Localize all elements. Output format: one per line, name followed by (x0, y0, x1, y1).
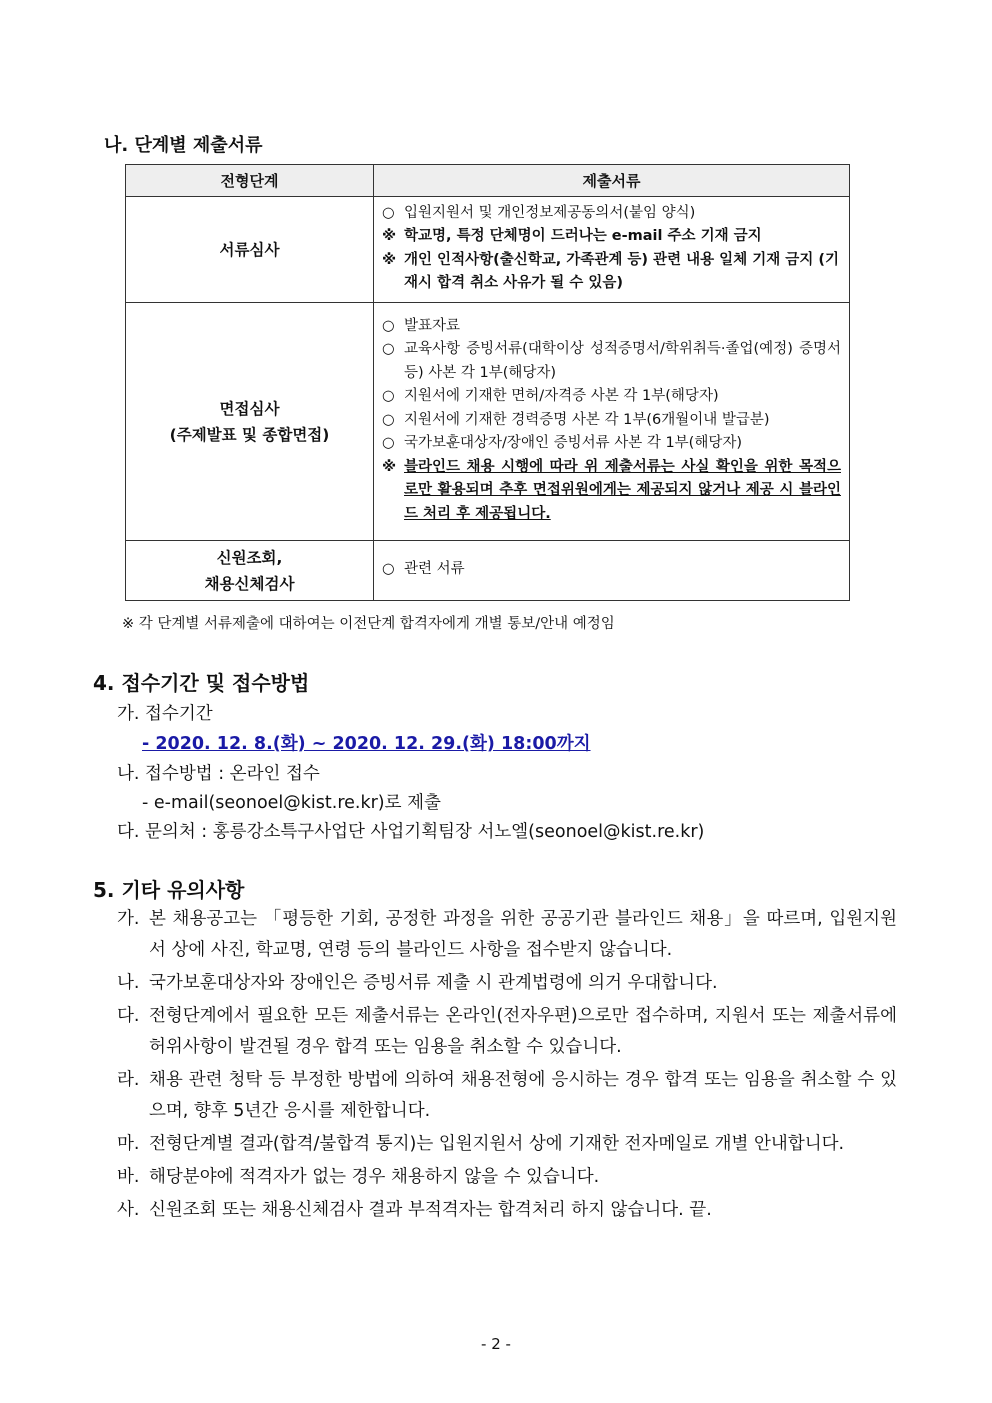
doc-item-notice: ※ 학교명, 특정 단체명이 드러나는 e-mail 주소 기재 금지 (382, 225, 841, 249)
contact-info: 다. 문의처 : 홍릉강소특구사업단 사업기획팀장 서노엘(seonoel@kist.re.kr) (117, 822, 705, 842)
stage-cell (126, 303, 374, 541)
circle-bullet-icon: ○ (382, 388, 395, 405)
section-na-heading: 나. 단계별 제출서류 (104, 135, 263, 156)
list-item: 라. 채용 관련 청탁 등 부정한 방법에 의하여 채용전형에 응시하는 경우 합격 또는 임용을 취소할 수 있으며, 향후 5년간 응시를 제한합니다. (117, 1070, 897, 1121)
method-label: 나. 접수방법 : 온라인 접수 (117, 764, 320, 784)
stage-cell (126, 197, 374, 303)
circle-bullet-icon: ○ (382, 204, 395, 221)
reference-mark-icon: ※ (382, 228, 397, 244)
circle-bullet-icon: ○ (382, 411, 395, 428)
stage-label: 면접심사 (219, 399, 280, 418)
section4-title: 4. 접수기간 및 접수방법 (93, 671, 310, 695)
circle-bullet-icon: ○ (382, 560, 395, 577)
docs-cell (374, 303, 850, 541)
docs-cell (374, 541, 850, 601)
table-row (126, 303, 850, 541)
period-value: - 2020. 12. 8.(화) ~ 2020. 12. 29.(화) 18:00까지 (142, 734, 591, 754)
reference-mark-icon: ※ (382, 458, 397, 475)
doc-item: ○ 지원서에 기재한 면허/자격증 사본 각 1부(해당자) (382, 385, 841, 409)
period-label: 가. 접수기간 (117, 704, 213, 724)
list-item: 다. 전형단계에서 필요한 모든 제출서류는 온라인(전자우편)으로만 접수하며, 지원서 또는 제출서류에 허위사항이 발견될 경우 합격 또는 임용을 취소할 수 있습니다. (117, 1006, 897, 1057)
doc-item: ○ 발표자료 (382, 315, 841, 339)
page-number: - 2 - (481, 1335, 511, 1353)
list-item: 가. 본 채용공고는 「평등한 기회, 공정한 과정을 위한 공공기관 블라인드 채용」을 따르며, 입원지원서 상에 사진, 학교명, 연령 등의 블라인드 사항을 접수받지 않습니다. (117, 909, 897, 960)
table-note: ※ 각 단계별 서류제출에 대하여는 이전단계 합격자에게 개별 통보/안내 예정임 (122, 616, 615, 632)
submission-documents-table (125, 164, 850, 601)
doc-item: ○ 지원서에 기재한 경력증명 사본 각 1부(6개월이내 발급분) (382, 409, 841, 433)
header-stage: 전형단계 (126, 165, 374, 197)
stage-cell (126, 541, 374, 601)
method-value: - e-mail(seonoel@kist.re.kr)로 제출 (142, 793, 441, 813)
list-item: 나. 국가보훈대상자와 장애인은 증빙서류 제출 시 관계법령에 의거 우대합니다. (117, 973, 718, 993)
notice-list (117, 904, 897, 1228)
table-header-row (126, 165, 850, 197)
circle-bullet-icon: ○ (382, 435, 395, 452)
stage-sublabel: (주제발표 및 종합면접) (169, 425, 330, 444)
list-item: 바. 해당분야에 적격자가 없는 경우 채용하지 않을 수 있습니다. (117, 1167, 600, 1187)
doc-item-notice: ※ 블라인드 채용 시행에 따라 위 제출서류는 사실 확인을 위한 목적으로만 활용되며 추후 면접위원에게는 제공되지 않거나 제공 시 블라인드 처리 후 제공됩니다. (382, 456, 841, 527)
doc-item: ○ 입원지원서 및 개인정보제공동의서(붙임 양식) (382, 202, 841, 226)
circle-bullet-icon: ○ (382, 317, 395, 334)
circle-bullet-icon: ○ (382, 341, 395, 358)
section5-title: 5. 기타 유의사항 (93, 878, 245, 902)
header-docs: 제출서류 (374, 165, 850, 197)
stage-label: 신원조회, (216, 548, 283, 567)
list-item: 사. 신원조회 또는 채용신체검사 결과 부적격자는 합격처리 하지 않습니다. 끝. (117, 1200, 712, 1220)
doc-item-notice: ※ 개인 인적사항(출신학교, 가족관계 등) 관련 내용 일체 기재 금지 (기재시 합격 취소 사유가 될 수 있음) (382, 249, 841, 296)
doc-item: ○ 교육사항 증빙서류(대학이상 성적증명서/학위취득·졸업(예정) 증명서 등) 사본 각 1부(해당자) (382, 338, 841, 385)
doc-item: ○ 국가보훈대상자/장애인 증빙서류 사본 각 1부(해당자) (382, 432, 841, 456)
doc-item: ○ 관련 서류 (382, 558, 841, 582)
table-row (126, 197, 850, 303)
stage-label: 서류심사 (219, 240, 280, 259)
table-row (126, 541, 850, 601)
stage-sublabel: 채용신체검사 (204, 574, 295, 593)
list-item: 마. 전형단계별 결과(합격/불합격 통지)는 입원지원서 상에 기재한 전자메일로 개별 안내합니다. (117, 1134, 845, 1154)
docs-cell (374, 197, 850, 303)
reference-mark-icon: ※ (382, 251, 397, 268)
